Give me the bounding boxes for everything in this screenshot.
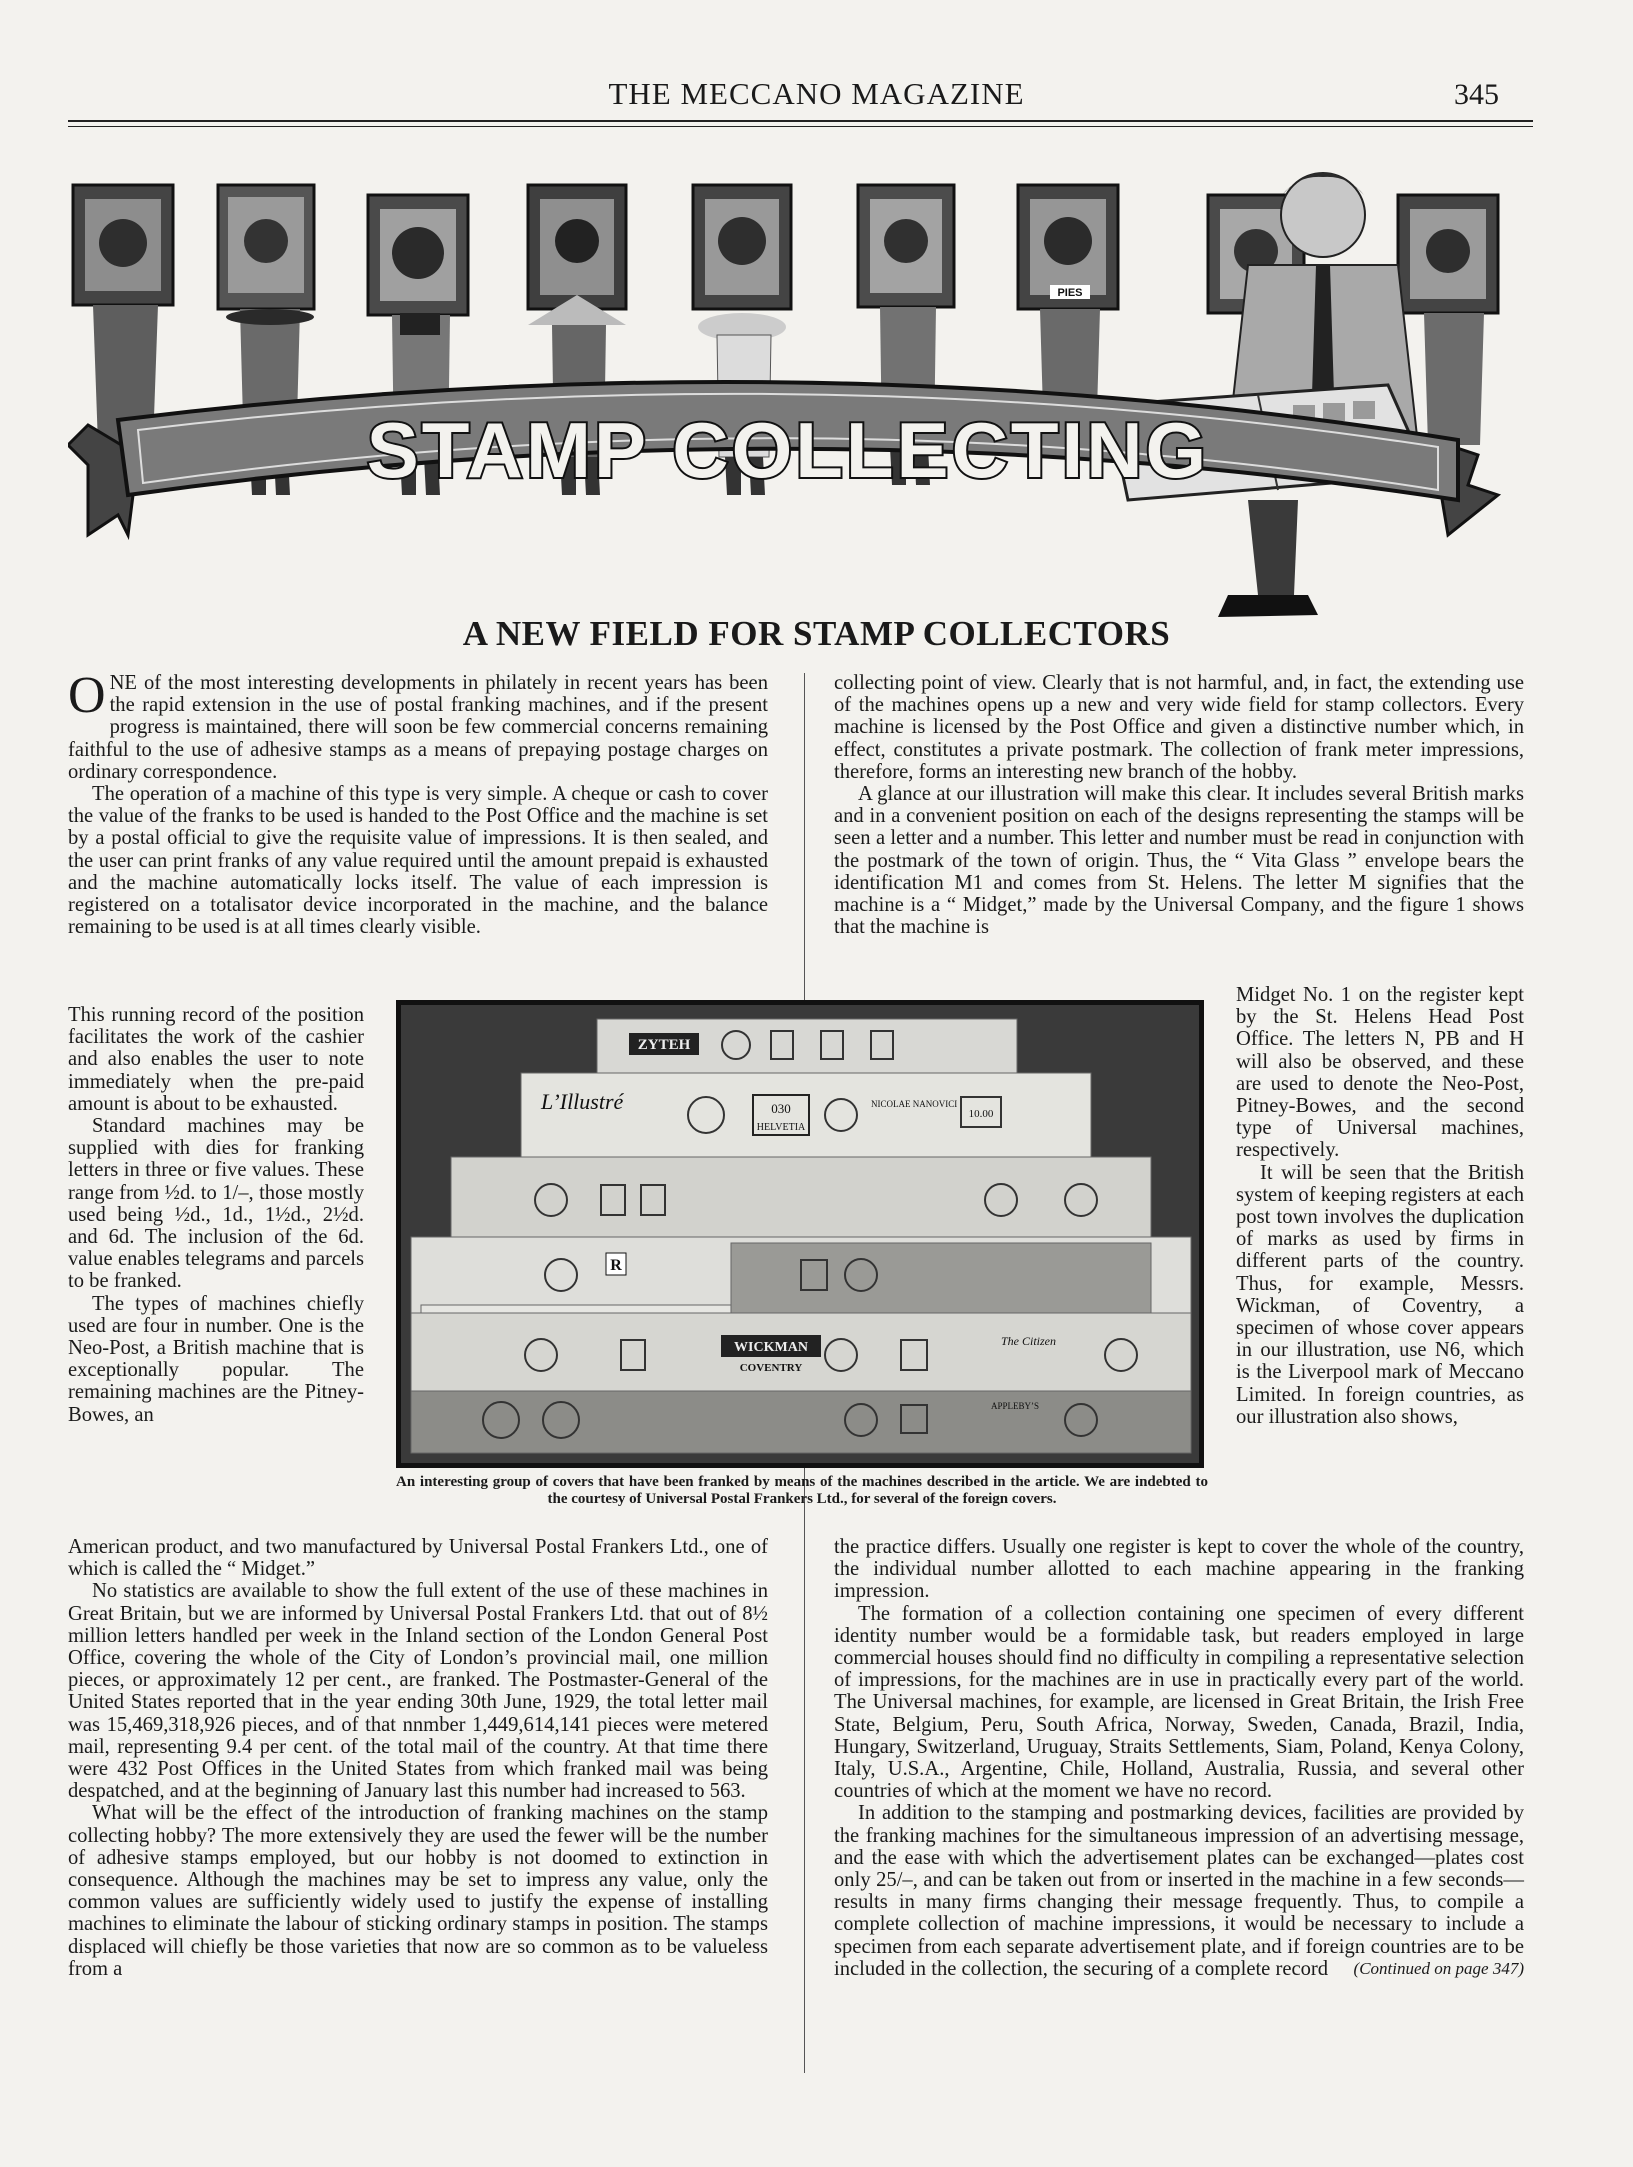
covers-photo: [396, 1000, 1204, 1468]
right-paragraph-3: the practice differs. Usually one register is kept to cover the whole of the country, the individual number allotted to each machine appearing in the franking impression.: [834, 1536, 1524, 1603]
left-paragraph-1: ONE of the most interesting developments in philately in recent years has been the rapid extension in the use of postal franking machines, and if the present progress is maintained, there will soon be few commercial concerns remaining faithful to the use of adhesive stamps as a means of prepaying postage charges on ordinary correspondence.: [68, 667, 768, 783]
right-paragraph-5: In addition to the stamping and postmarking devices, facilities are provided by the franking machines for the simultaneous impression of an advertising message, and the ease with which the advertisement plates can be exchanged—plates cost only 25/–, and can be taken out from or inserted in the machine in a few seconds—results in many firms changing their message frequently. Thus, to compile a complete collection of machine impressions, it would be necessary to include a specimen from each separate advertisement plate, and if foreign countries are to be included in the collection, the securing of a complete record (Continued on page 347): [834, 1802, 1524, 1980]
photo-caption: An interesting group of covers that have been franked by means of the machines described in the article. We are indebted to the courtesy of Universal Postal Frankers Ltd., for several of the foreign covers.: [396, 1474, 1208, 1507]
left-paragraph-2: The operation of a machine of this type is very simple. A cheque or cash to cover the value of the franks to be used is handed to the Post Office and the machine is set by a postal official to give the requisite value of impressions. It is then sealed, and the user can print franks of any value required until the amount prepaid is exhausted and the machine automatically locks itself. The value of each impression is registered on a totalisator device incorporated in the machine, and the balance remaining to be used is at all times clearly visible.: [68, 783, 768, 939]
envelope-text-value: 10.00: [968, 1108, 994, 1120]
envelope-text-citizen: The Citizen: [1001, 1334, 1057, 1348]
magazine-title: THE MECCANO MAGAZINE: [608, 76, 1025, 111]
banner-title: STAMP COLLECTING: [366, 406, 1210, 494]
envelope-text-registered: R: [610, 1257, 622, 1274]
header-rule-thin: [68, 126, 1533, 127]
header-rule: [68, 120, 1533, 122]
continued-note: (Continued on page 347): [1353, 1958, 1524, 1978]
left-narrow-paragraph-1: This running record of the position facilitates the work of the cashier and also enables the user to note immediately when the pre-paid amount is about to be exhausted.: [68, 1004, 364, 1115]
left-narrow-paragraph-3: The types of machines chiefly used are four in number. One is the Neo-Post, a British machine that is exceptionally popular. The remaining machines are the Pitney-Bowes, an: [68, 1292, 364, 1426]
envelope-text-applebys: APPLEBY’S: [991, 1401, 1040, 1411]
right-column-top: [834, 672, 1524, 938]
drop-cap: O: [68, 667, 106, 724]
left-narrow-paragraph-2: Standard machines may be supplied with dies for franking letters in three or five values. These range from ½d. to 1/–, those mostly used being ½d., 1d., 1½d., 2½d. and 6d. The inclusion of the 6d. value enables telegrams and parcels to be franked.: [68, 1115, 364, 1293]
right-column-narrow: [1236, 984, 1524, 1428]
envelope-text-wickman: WICKMAN: [734, 1340, 808, 1355]
left-column-top: [68, 667, 768, 939]
envelope-text-zyteh: ZYTEH: [637, 1037, 691, 1053]
right-paragraph-1: collecting point of view. Clearly that is not harmful, and, in fact, the extending use of the machines opens up a new and very wide field for stamp collectors. Every machine is licensed by the Post Office and given a distinctive number which, in effect, constitutes a private postmark. The collection of frank meter impressions, therefore, forms an interesting new branch of the hobby.: [834, 672, 1524, 783]
envelope-text-coventry: COVENTRY: [739, 1362, 803, 1374]
envelope-text-illustre: L’Illustré: [541, 1089, 624, 1114]
left-column-bottom: [68, 1536, 768, 1980]
right-column-bottom: [834, 1536, 1524, 1980]
right-paragraph-2: A glance at our illustration will make this clear. It includes several British marks and in a convenient position on each of the designs representing the stamps will be seen a letter and a number. This letter and number must be read in conjunction with the postmark of the town of origin. Thus, the “ Vita Glass ” envelope bears the identification M1 and comes from St. Helens. The letter M signifies that the machine is a “ Midget,” made by the Universal Company, and the figure 1 shows that the machine is: [834, 783, 1524, 939]
right-narrow-paragraph-1: Midget No. 1 on the register kept by the St. Helens Head Post Office. The letters N, PB and H will also be observed, and these are used to denote the Neo-Post, Pitney-Bowes, and the second type of Universal machines, respectively.: [1236, 984, 1524, 1162]
right-narrow-paragraph-2: It will be seen that the British system of keeping registers at each post town involves the duplication of marks as used by firms in different parts of the country. Thus, for example, Messrs. Wickman, of Coventry, a specimen of whose cover appears in our illustration, use N6, which is the Liverpool mark of Meccano Limited. In foreign countries, as our illustration also shows,: [1236, 1161, 1524, 1428]
left-paragraph-3: American product, and two manufactured by Universal Postal Frankers Ltd., one of which is called the “ Midget.”: [68, 1536, 768, 1581]
envelope-text-helvetia: HELVETIA: [756, 1122, 806, 1133]
envelope-text-nanovici: NICOLAE NANOVICI: [871, 1099, 958, 1109]
left-paragraph-5: What will be the effect of the introduction of franking machines on the stamp collecting hobby? The more extensively they are used the fewer will be the number of adhesive stamps employed, but our hobby is not doomed to extinction in consequence. Although the machines may be set to impress any value, only the common values are sufficiently widely used to justify the expense of installing machines to eliminate the labour of sticking ordinary stamps in position. The stamps displaced will chiefly be those varieties that now are so common as to be valueless from a: [68, 1802, 768, 1980]
article-headline: A NEW FIELD FOR STAMP COLLECTORS: [462, 614, 1171, 653]
stamp-collecting-banner: [68, 155, 1538, 625]
left-column-narrow: [68, 1004, 364, 1426]
envelope-text-030: 030: [771, 1101, 791, 1116]
page-number: 345: [1454, 78, 1499, 111]
left-paragraph-4: No statistics are available to show the full extent of the use of these machines in Great Britain, but we are informed by Universal Postal Frankers Ltd. that out of 8½ million letters handled per week in the Inland section of the London General Post Office, covering the whole of the City of London’s provincial mail, one million pieces, or approximately 12 per cent., are franked. The Postmaster-General of the United States reported that in the year ending 30th June, 1929, the total letter mail was 15,469,318,926 pieces, and of that nnmber 1,449,614,141 pieces were metered mail, representing 9.4 per cent. of the total mail of the country. At that time there were 432 Post Offices in the United States from which franked mail was being despatched, and at the beginning of January last this number had increased to 563.: [68, 1580, 768, 1803]
right-paragraph-4: The formation of a collection containing one specimen of every different identity number would be a formidable task, but readers employed in large commercial houses should find no difficulty in compiling a representative selection of impressions, for the machines are in use in practically every part of the world. The Universal machines, for example, are licensed in Great Britain, the Irish Free State, Belgium, Peru, South Africa, Norway, Sweden, Canada, Brazil, India, Hungary, Switzerland, Uruguay, Straits Settlements, Siam, Poland, Kenya Colony, Italy, U.S.A., Argentine, Chile, Holland, Australia, Russia, and several other countries of which at the moment we have no record.: [834, 1602, 1524, 1803]
stamp-label: PIES: [1057, 287, 1083, 299]
